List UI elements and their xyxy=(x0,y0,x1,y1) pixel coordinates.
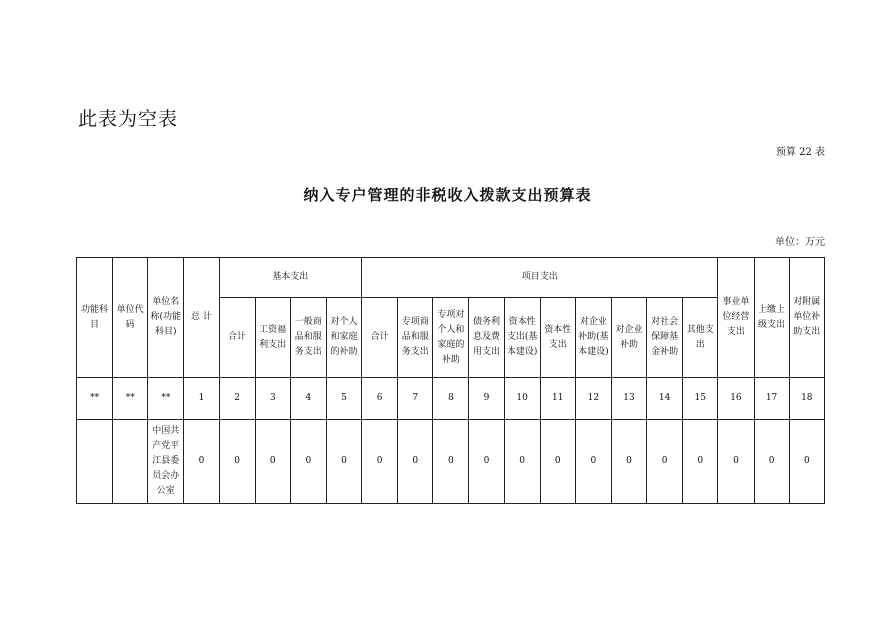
header-project-sub: 专项商品和服务支出 xyxy=(398,298,433,378)
header-basic-sub: 对个人和家庭的补助 xyxy=(326,298,361,378)
data-cell: 0 xyxy=(718,420,754,504)
data-cell: 0 xyxy=(326,420,361,504)
number-row xyxy=(77,378,825,420)
number-cell: ** xyxy=(113,378,148,420)
data-cell: 0 xyxy=(184,420,219,504)
data-cell: 0 xyxy=(504,420,540,504)
data-cell: 0 xyxy=(683,420,718,504)
header-project-sub: 其他支出 xyxy=(683,298,718,378)
unit-label: 单位：万元 xyxy=(775,237,825,248)
number-cell: 9 xyxy=(469,378,504,420)
number-cell: 12 xyxy=(575,378,611,420)
data-cell: 0 xyxy=(398,420,433,504)
table-row xyxy=(77,420,825,504)
table-code: 预算 22 表 xyxy=(775,147,825,158)
data-cell: 0 xyxy=(789,420,824,504)
number-cell: 7 xyxy=(398,378,433,420)
data-cell-unit-name: 中国共产党平江县委员会办公室 xyxy=(148,420,184,504)
number-cell: ** xyxy=(148,378,184,420)
number-cell: 18 xyxy=(789,378,824,420)
header-project-sub: 债务利息及费用支出 xyxy=(469,298,504,378)
header-project-sub: 专项对个人和家庭的补助 xyxy=(433,298,469,378)
header-total: 总 计 xyxy=(184,258,219,378)
data-cell: 0 xyxy=(754,420,789,504)
header-project-sub: 对企业补助(基本建设) xyxy=(575,298,611,378)
data-cell: 0 xyxy=(540,420,575,504)
data-cell: 0 xyxy=(647,420,683,504)
data-cell: 0 xyxy=(362,420,398,504)
number-cell: 1 xyxy=(184,378,219,420)
data-cell: 0 xyxy=(255,420,290,504)
number-cell: 10 xyxy=(504,378,540,420)
number-cell: 15 xyxy=(683,378,718,420)
number-cell: 2 xyxy=(219,378,255,420)
number-cell: 6 xyxy=(362,378,398,420)
header-career: 事业单位经营支出 xyxy=(718,258,754,378)
header-subsidy: 对附属单位补助支出 xyxy=(789,258,824,378)
header-project-sub: 对企业补助 xyxy=(611,298,646,378)
number-cell: 4 xyxy=(290,378,326,420)
number-cell: 8 xyxy=(433,378,469,420)
header-project-sub: 资本性支出(基本建设) xyxy=(504,298,540,378)
number-cell: 14 xyxy=(647,378,683,420)
number-cell: 13 xyxy=(611,378,646,420)
header-unit-name: 单位名称(功能科目) xyxy=(148,258,184,378)
header-project-sub: 合计 xyxy=(362,298,398,378)
data-cell: 0 xyxy=(611,420,646,504)
number-cell: 16 xyxy=(718,378,754,420)
header-project-group: 项目支出 xyxy=(362,258,718,298)
number-cell: 11 xyxy=(540,378,575,420)
data-cell: 0 xyxy=(433,420,469,504)
number-cell: 3 xyxy=(255,378,290,420)
data-cell xyxy=(113,420,148,504)
number-cell: ** xyxy=(77,378,113,420)
data-cell: 0 xyxy=(469,420,504,504)
header-basic-sub: 工资福利支出 xyxy=(255,298,290,378)
header-project-sub: 资本性支出 xyxy=(540,298,575,378)
table-title: 纳入专户管理的非税收入拨款支出预算表 xyxy=(303,186,592,204)
empty-table-note: 此表为空表 xyxy=(78,108,179,130)
header-func-subject: 功能科目 xyxy=(77,258,113,378)
budget-table xyxy=(76,257,825,504)
header-basic-sub: 合计 xyxy=(219,298,255,378)
number-cell: 5 xyxy=(326,378,361,420)
data-cell: 0 xyxy=(575,420,611,504)
data-cell xyxy=(77,420,113,504)
header-basic-group: 基本支出 xyxy=(219,258,362,298)
data-cell: 0 xyxy=(290,420,326,504)
data-cell: 0 xyxy=(219,420,255,504)
header-unit-code: 单位代码 xyxy=(113,258,148,378)
header-project-sub: 对社会保障基金补助 xyxy=(647,298,683,378)
header-basic-sub: 一般商品和服务支出 xyxy=(290,298,326,378)
number-cell: 17 xyxy=(754,378,789,420)
header-upper: 上缴上级支出 xyxy=(754,258,789,378)
